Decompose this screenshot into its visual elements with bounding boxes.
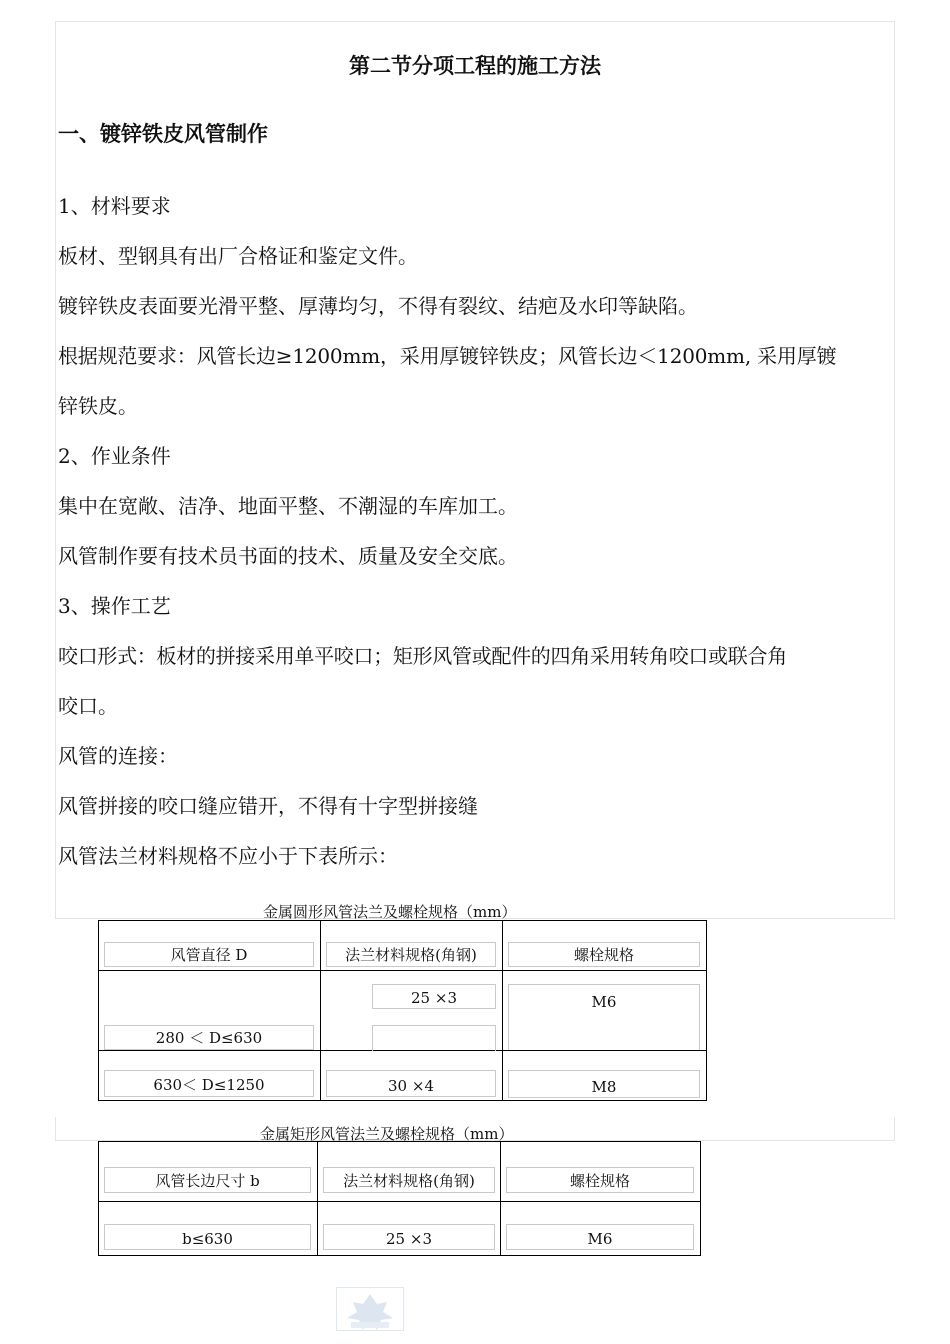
table1-cell	[99, 1051, 321, 1101]
table2-header-cell	[318, 1142, 501, 1202]
table1-row2-bolt: M8	[508, 1070, 700, 1098]
table1-header-cell	[99, 921, 321, 971]
watermark-logo	[336, 1287, 404, 1331]
page-frame	[55, 21, 895, 919]
table2-row1-bolt: M6	[506, 1224, 694, 1250]
table2-header-cell	[501, 1142, 701, 1202]
table1-header-diameter: 风管直径 D	[104, 942, 314, 967]
table2-row1-long-side: b≤630	[104, 1224, 311, 1250]
paragraph: 风管法兰材料规格不应小于下表所示：	[58, 844, 398, 868]
table2-row1-flange: 25 ×3	[323, 1224, 495, 1250]
table1-row1-bolt: M6	[508, 984, 700, 1050]
table-rect-duct-flange	[98, 1141, 701, 1256]
table2-header-bolt: 螺栓规格	[506, 1167, 694, 1193]
paragraph: 1、材料要求	[58, 194, 171, 218]
table2-caption: 金属矩形风管法兰及螺栓规格（mm）	[260, 1125, 514, 1143]
table1-row1-flange: 25 ×3	[372, 984, 496, 1009]
section-title: 第二节分项工程的施工方法	[349, 53, 601, 78]
table1-cell	[503, 1051, 707, 1101]
table2-header-cell	[99, 1142, 318, 1202]
table1-cell	[503, 971, 707, 1051]
paragraph: 咬口。	[58, 694, 118, 718]
table1-row2-diameter: 630＜ D≤1250	[104, 1070, 314, 1097]
paragraph: 风管制作要有技术员书面的技术、质量及安全交底。	[58, 544, 518, 568]
table1-row2-flange: 30 ×4	[326, 1070, 496, 1097]
table1-header-flange: 法兰材料规格(角钢)	[326, 942, 496, 967]
table2-header-flange: 法兰材料规格(角钢)	[323, 1167, 495, 1193]
paragraph: 风管的连接：	[58, 744, 178, 768]
paragraph: 2、作业条件	[58, 444, 171, 468]
table2-cell	[318, 1202, 501, 1256]
paragraph: 根据规范要求：风管长边≥1200mm，采用厚镀锌铁皮；风管长边＜1200mm, 采用厚镀	[58, 344, 837, 368]
table1-row1-empty-box	[372, 1025, 496, 1051]
table1-caption: 金属圆形风管法兰及螺栓规格（mm）	[263, 903, 517, 921]
table1-header-cell	[321, 921, 503, 971]
table1-header-cell	[503, 921, 707, 971]
table2-header-long-side: 风管长边尺寸 b	[104, 1167, 311, 1193]
paragraph: 锌铁皮。	[58, 394, 138, 418]
paragraph: 风管拼接的咬口缝应错开，不得有十字型拼接缝	[58, 794, 478, 818]
table-round-duct-flange	[98, 920, 707, 1101]
heading-galvanized-duct: 一、镀锌铁皮风管制作	[58, 121, 268, 146]
watermark-logo-icon	[337, 1288, 403, 1330]
paragraph: 咬口形式：板材的拼接采用单平咬口；矩形风管或配件的四角采用转角咬口或联合角	[58, 644, 787, 668]
paragraph: 集中在宽敞、洁净、地面平整、不潮湿的车库加工。	[58, 494, 518, 518]
paragraph: 镀锌铁皮表面要光滑平整、厚薄均匀，不得有裂纹、结疤及水印等缺陷。	[58, 294, 698, 318]
table2-cell	[99, 1202, 318, 1256]
table1-cell	[99, 971, 321, 1051]
paragraph: 3、操作工艺	[58, 594, 171, 618]
paragraph: 板材、型钢具有出厂合格证和鉴定文件。	[58, 244, 418, 268]
table1-cell	[321, 1051, 503, 1101]
table1-header-bolt: 螺栓规格	[508, 942, 700, 967]
table2-cell	[501, 1202, 701, 1256]
table1-cell	[321, 971, 503, 1051]
table1-row1-diameter: 280 ＜ D≤630	[104, 1025, 314, 1050]
